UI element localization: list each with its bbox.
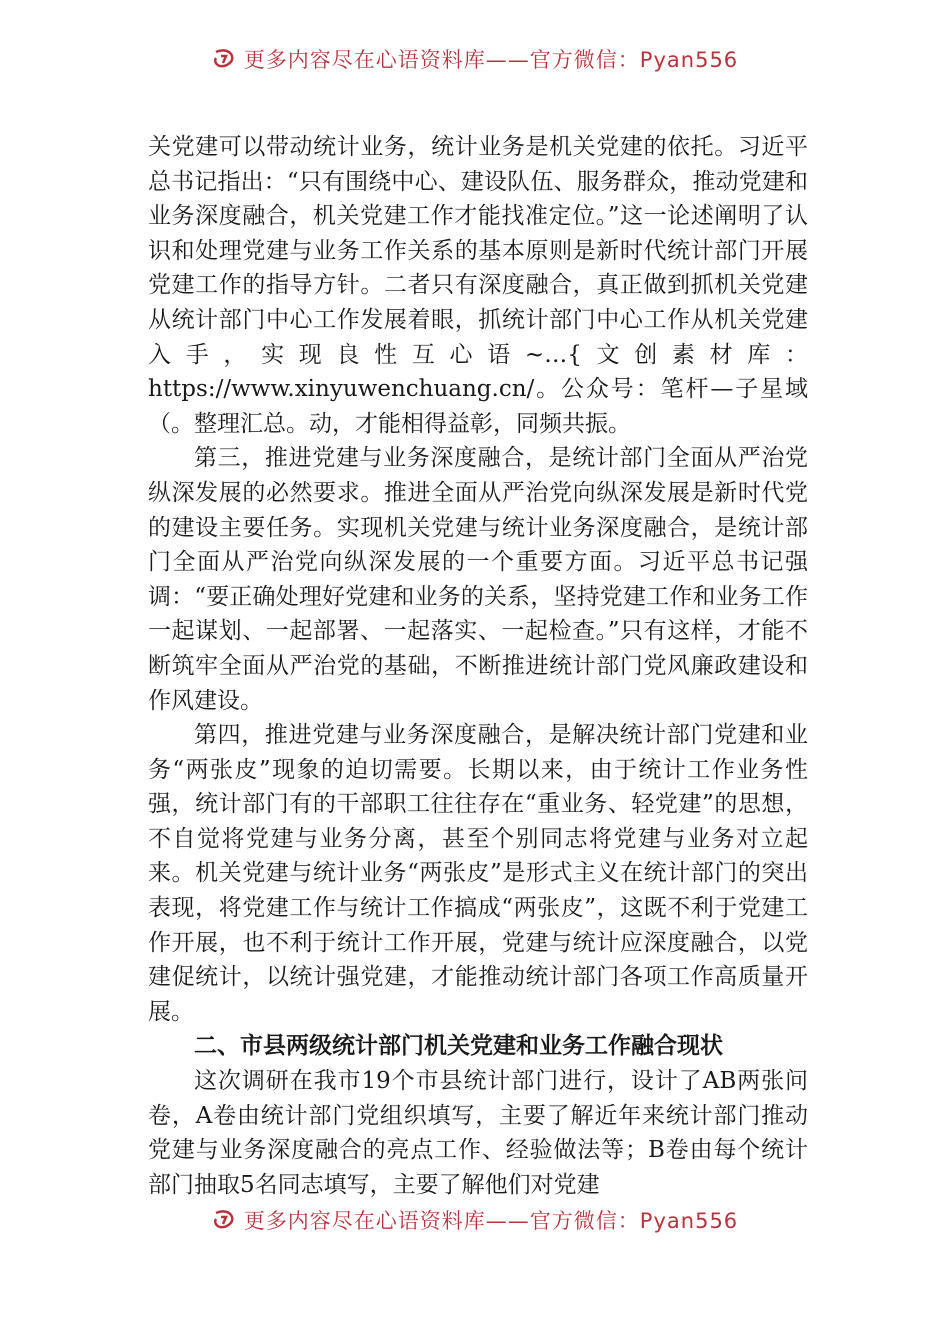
paragraph-survey: 这次调研在我市19个市县统计部门进行，设计了AB两张问卷，A卷由统计部门党组织填写，主要了解近年来统计部门推动党建与业务深度融合的亮点工作、经验做法等；B卷由每个统计部门抽取5名同志填写，主要了解他们对党建 [148, 1068, 808, 1198]
footer-watermark [0, 1206, 950, 1246]
paragraph-third-point: 第三，推进党建与业务深度融合，是统计部门全面从严治党纵深发展的必然要求。推进全面从严治党向纵深发展是新时代党的建设主要任务。实现机关党建与统计业务深度融合，是统计部门全面从严治党向纵深发展的一个重要方面。习近平总书记强调：“要正确处理好党建和业务的关系，坚持党建工作和业务工作一起谋划、一起部署、一起落实、一起检查。”只有这样，才能不断筑牢全面从严治党的基础，不断推进统计部门党风廉政建设和作风建设。 [148, 445, 808, 714]
document-body [148, 130, 808, 1202]
brand-logo-icon [212, 48, 238, 70]
brand-logo-icon [212, 1209, 238, 1231]
header-watermark-text: 更多内容尽在心语资料库——官方微信：Pyan556 [243, 48, 739, 72]
footer-watermark-text: 更多内容尽在心语资料库——官方微信：Pyan556 [243, 1209, 739, 1233]
section-heading: 二、市县两级统计部门机关党建和业务工作融合现状 [194, 1033, 723, 1060]
header-watermark [0, 48, 950, 88]
paragraph-fourth-point: 第四，推进党建与业务深度融合，是解决统计部门党建和业务“两张皮”现象的迫切需要。长期以来，由于统计工作业务性强，统计部门有的干部职工往往存在“重业务、轻党建”的思想，不自觉将党建与业务分离，甚至个别同志将党建与业务对立起来。机关党建与统计业务“两张皮”是形式主义在统计部门的突出表现，将党建工作与统计工作搞成“两张皮”，这既不利于党建工作开展，也不利于统计工作开展，党建与统计应深度融合，以党建促统计，以统计强党建，才能推动统计部门各项工作高质量开展。 [148, 722, 808, 1025]
paragraph-continuation: 关党建可以带动统计业务，统计业务是机关党建的依托。习近平总书记指出：“只有围绕中心、建设队伍、服务群众，推动党建和业务深度融合，机关党建工作才能找准定位。”这一论述阐明了认识和处理党建与业务工作关系的基本原则是新时代统计部门开展党建工作的指导方针。二者只有深度融合，真正做到抓机关党建从统计部门中心工作发展着眼，抓统计部门中心工作从机关党建入手，实现良性互心语~…{文创素材库：https://www.xinyuwenchuang.cn/。公众号：笔杆—子星域（。整理汇总。动，才能相得益彰，同频共振。 [148, 134, 808, 437]
